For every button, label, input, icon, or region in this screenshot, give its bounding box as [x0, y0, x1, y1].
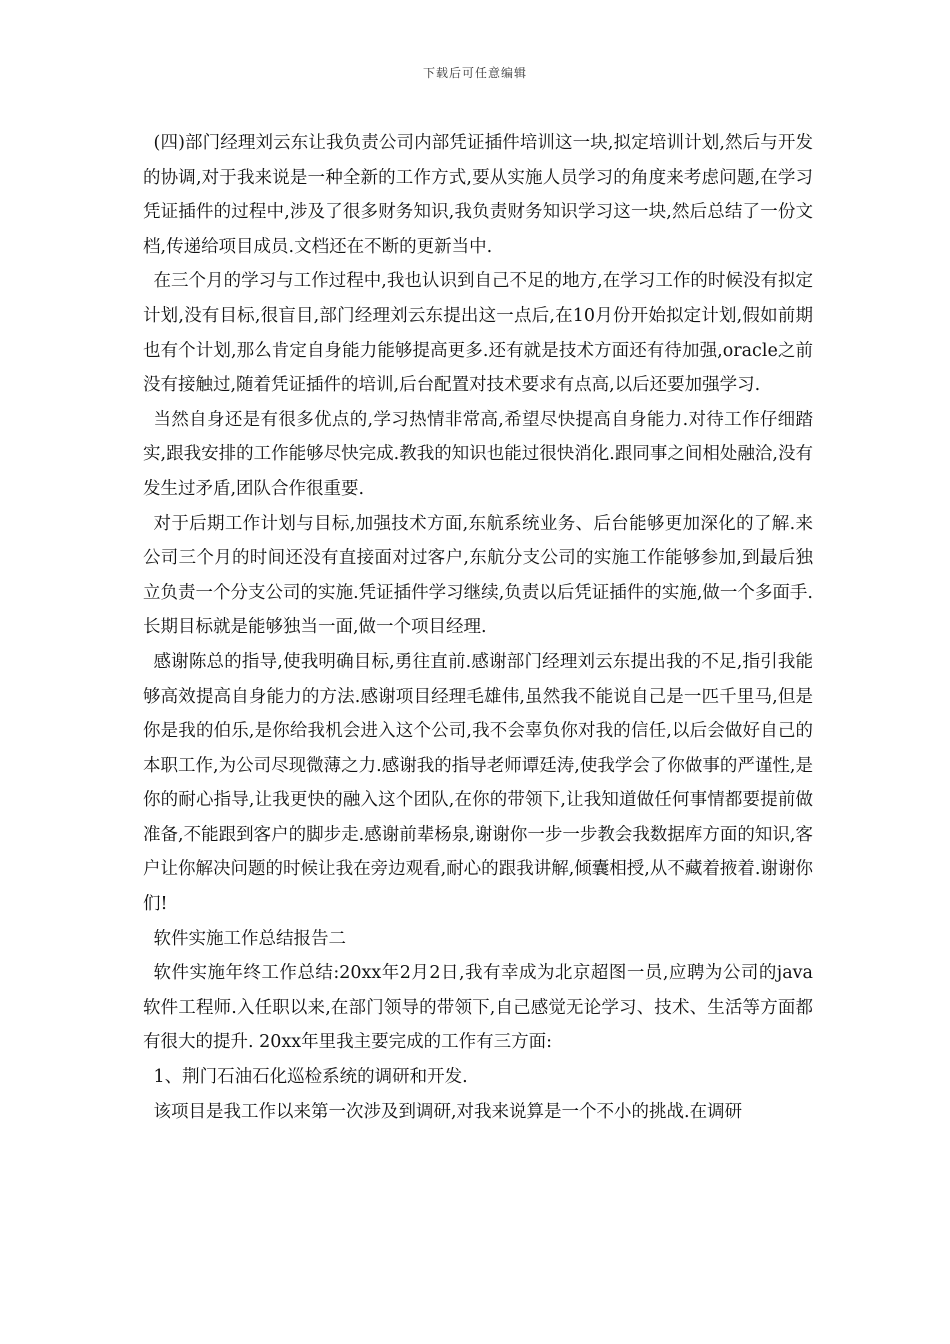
list-item-1: 1、荆门石油石化巡检系统的调研和开发. — [153, 1067, 468, 1088]
paragraph-2: 在三个月的学习与工作过程中,我也认识到自己不足的地方,在学习工作的时候没有拟定计划,没有目标,很盲目,部门经理刘云东提出这一点后,在10月份开始拟定计划,假如前期也有个计划,那么肯定自身能力能够提高更多.还有就是技术方面还有待加强,oracle之前没有接触过,随着凭证插件的培训,后台配置对技术要求有点高,以后还要加强学习. — [143, 271, 813, 396]
header-note: 下载后可任意编辑 — [422, 66, 527, 80]
paragraph-1: (四)部门经理刘云东让我负责公司内部凭证插件培训这一块,拟定培训计划,然后与开发的协调,对于我来说是一种全新的工作方式,要从实施人员学习的角度来考虑问题,在学习凭证插件的过程中,涉及了很多财务知识,我负责财务知识学习这一块,然后总结了一份文档,传递给项目成员.文档还在不断的更新当中. — [143, 133, 813, 257]
paragraph-7: 该项目是我工作以来第一次涉及到调研,对我来说算是一个不小的挑战.在调研 — [153, 1101, 743, 1122]
paragraph-3: 当然自身还是有很多优点的,学习热情非常高,希望尽快提高自身能力.对待工作仔细踏实,跟我安排的工作能够尽快完成.教我的知识也能过很快消化.跟同事之间相处融洽,没有发生过矛盾,团队合作很重要. — [143, 409, 813, 499]
section-heading: 软件实施工作总结报告二 — [153, 928, 346, 949]
paragraph-5: 感谢陈总的指导,使我明确目标,勇往直前.感谢部门经理刘云东提出我的不足,指引我能够高效提高自身能力的方法.感谢项目经理毛雄伟,虽然我不能说自己是一匹千里马,但是你是我的伯乐,是你给我机会进入这个公司,我不会辜负你对我的信任,以后会做好自己的本职工作,为公司尽现微薄之力.感谢我的指导老师谭廷涛,使我学会了你做事的严谨性,是你的耐心指导,让我更快的融入这个团队,在你的带领下,让我知道做任何事情都要提前做准备,不能跟到客户的脚步走.感谢前辈杨泉,谢谢你一步一步教会我数据库方面的知识,客户让你解决问题的时候让我在旁边观看,耐心的跟我讲解,倾囊相授,从不藏着掖着.谢谢你们! — [143, 651, 813, 915]
paragraph-6: 软件实施年终工作总结:20xx年2月2日,我有幸成为北京超图一员,应聘为公司的java软件工程师.入任职以来,在部门领导的带领下,自己感觉无论学习、技术、生活等方面都有很大的提升. 20xx年里我主要完成的工作有三方面: — [143, 963, 813, 1053]
document-body — [143, 126, 813, 1129]
paragraph-4: 对于后期工作计划与目标,加强技术方面,东航系统业务、后台能够更加深化的了解.来公司三个月的时间还没有直接面对过客户,东航分支公司的实施工作能够参加,到最后独立负责一个分支公司的实施.凭证插件学习继续,负责以后凭证插件的实施,做一个多面手.长期目标就是能够独当一面,做一个项目经理. — [143, 513, 813, 638]
